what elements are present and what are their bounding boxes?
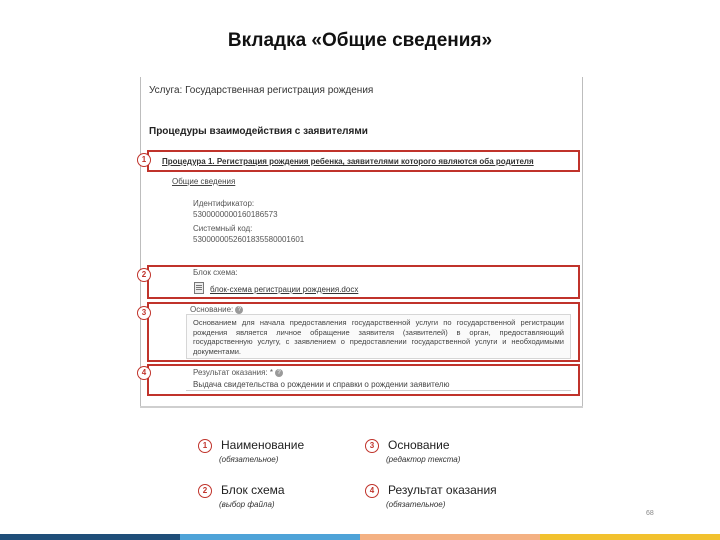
result-label: Результат оказания: * [193,368,273,377]
system-code-value: 5300000052601835580001601 [193,235,305,244]
highlight-box-result [147,364,580,396]
legend-subtitle: (обязательное) [386,500,446,509]
highlight-box-name [147,150,580,172]
legend-title: Основание [388,438,450,452]
identifier-label: Идентификатор: [193,199,255,208]
basis-text-editor[interactable]: Основанием для начала предоставления государственной услуги по государственной регистрации рождения является личное обращение заявителя (заявителей) в орган, предоставляющий государственную услугу, с заявлением о предоставлении государственной услуги и необходимыми документами. [186,314,571,359]
general-info-link[interactable]: Общие сведения [172,177,236,186]
legend-title: Блок схема [221,483,285,497]
legend-badge: 1 [198,439,212,453]
bar-segment [180,534,360,540]
marker-badge: 3 [137,306,151,320]
legend-subtitle: (редактор текста) [386,455,461,464]
marker-badge: 2 [137,268,151,282]
help-icon[interactable]: ? [235,306,243,314]
legend-title: Результат оказания [388,483,497,497]
screenshot-bottom-border [140,406,583,408]
legend-badge: 2 [198,484,212,498]
legend-title: Наименование [221,438,305,452]
legend-subtitle: (обязательное) [219,455,279,464]
highlight-box-block-scheme [147,265,580,299]
result-value[interactable]: Выдача свидетельства о рождении и справки о рождении заявителю [193,380,450,389]
block-scheme-file-link[interactable]: блок-схема регистрации рождения.docx [210,285,359,294]
slide-title: Вкладка «Общие сведения» [227,30,493,51]
marker-badge: 4 [137,366,151,380]
bar-segment [360,534,540,540]
bar-segment [540,534,720,540]
block-scheme-label: Блок схема: [193,268,238,277]
highlight-box-basis [147,302,580,362]
legend-badge: 4 [365,484,379,498]
help-icon[interactable]: ? [275,369,283,377]
bar-segment [0,534,180,540]
marker-badge: 1 [137,153,151,167]
procedures-heading: Процедуры взаимодействия с заявителями [149,126,368,137]
basis-label: Основание: [190,305,234,314]
legend-subtitle: (выбор файла) [219,500,275,509]
service-title: Услуга: Государственная регистрация рождения [149,85,374,96]
legend-badge: 3 [365,439,379,453]
procedure-name-link[interactable]: Процедура 1. Регистрация рождения ребенка, заявителями которого являются оба родителя [162,157,534,166]
identifier-value: 5300000000160186573 [193,210,278,219]
bottom-color-bar [0,534,720,540]
page-number: 68 [646,510,654,517]
system-code-label: Системный код: [193,224,253,233]
